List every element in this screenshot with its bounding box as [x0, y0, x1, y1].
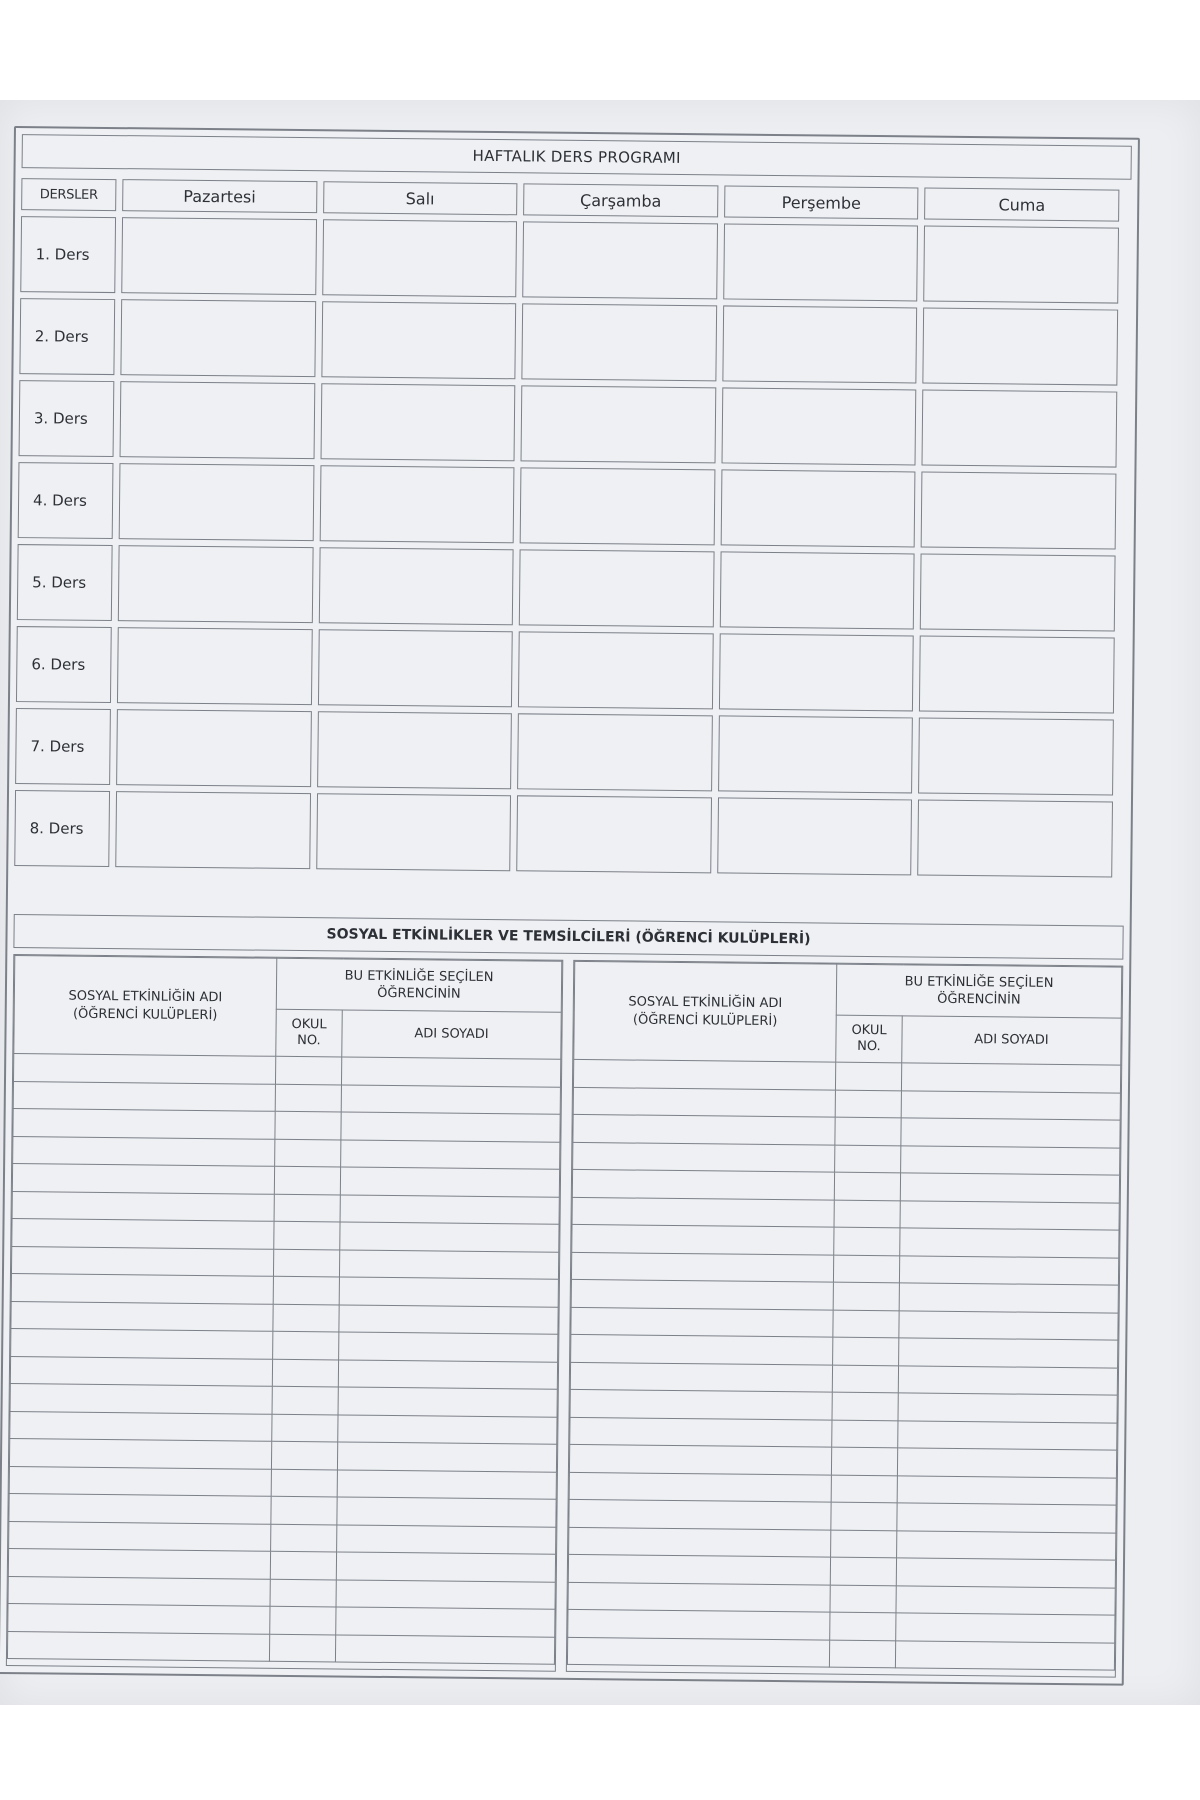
adi-soyadi-cell[interactable]: [899, 1255, 1118, 1285]
adi-soyadi-cell[interactable]: [340, 1167, 559, 1197]
lesson-row: [14, 790, 1113, 877]
adi-soyadi-cell[interactable]: [901, 1145, 1120, 1175]
adi-soyadi-cell[interactable]: [338, 1359, 557, 1389]
okul-no-cell[interactable]: [271, 1469, 337, 1497]
activity-name-cell[interactable]: [569, 1444, 831, 1474]
activity-name-cell[interactable]: [569, 1527, 831, 1557]
weekly-schedule-table: [8, 172, 1125, 884]
okul-no-cell[interactable]: [831, 1475, 897, 1503]
okul-no-cell[interactable]: [275, 1111, 341, 1139]
schedule-cell[interactable]: [924, 226, 1119, 304]
lesson-label: 6. Ders: [16, 626, 112, 703]
activities-panel-left: [6, 954, 563, 1672]
activity-name-cell[interactable]: [572, 1169, 834, 1199]
activities-panel-right: [566, 960, 1123, 1678]
activity-name-header-line1: SOSYAL ETKİNLİĞİN ADI: [628, 993, 783, 1011]
activity-name-cell[interactable]: [570, 1362, 832, 1392]
activity-name-cell[interactable]: [13, 1054, 275, 1084]
okul-no-cell[interactable]: [272, 1359, 338, 1387]
okul-no-cell[interactable]: [272, 1414, 338, 1442]
day-header-monday: Pazartesi: [122, 179, 317, 213]
okul-no-cell[interactable]: [274, 1194, 340, 1222]
activity-name-header: [574, 961, 837, 1062]
activity-name-cell[interactable]: [10, 1411, 272, 1441]
okul-no-header-line2: NO.: [297, 1033, 321, 1049]
lesson-row: [17, 544, 1116, 631]
day-header-tuesday: Salı: [323, 181, 518, 215]
okul-no-header: [276, 1009, 342, 1057]
lesson-row: [19, 380, 1118, 467]
activity-name-cell[interactable]: [8, 1549, 270, 1579]
schedule-cell[interactable]: [115, 791, 310, 869]
okul-no-cell[interactable]: [835, 1062, 901, 1090]
activity-name-cell[interactable]: [10, 1384, 272, 1414]
okul-no-cell[interactable]: [835, 1145, 901, 1173]
adi-soyadi-cell[interactable]: [341, 1139, 560, 1169]
okul-no-cell[interactable]: [834, 1200, 900, 1228]
okul-no-cell[interactable]: [270, 1606, 336, 1634]
adi-soyadi-cell[interactable]: [897, 1503, 1116, 1533]
form-sheet: [0, 126, 1140, 1686]
okul-no-cell[interactable]: [271, 1441, 337, 1469]
okul-no-cell[interactable]: [833, 1310, 899, 1338]
adi-soyadi-cell[interactable]: [896, 1585, 1115, 1615]
activity-name-cell[interactable]: [9, 1494, 271, 1524]
activity-name-cell[interactable]: [8, 1576, 270, 1606]
schedule-cell[interactable]: [517, 713, 712, 791]
okul-no-cell[interactable]: [832, 1365, 898, 1393]
schedule-cell[interactable]: [919, 636, 1114, 714]
okul-no-header-line1: OKUL: [291, 1016, 327, 1033]
day-header-wednesday: Çarşamba: [523, 183, 718, 217]
activity-name-header: [14, 956, 277, 1057]
activity-name-cell[interactable]: [572, 1224, 834, 1254]
chosen-student-header-line2: ÖĞRENCİNİN: [937, 991, 1021, 1008]
adi-soyadi-cell[interactable]: [339, 1249, 558, 1279]
adi-soyadi-cell[interactable]: [898, 1393, 1117, 1423]
activities-header-row: [574, 961, 1122, 1018]
okul-no-cell[interactable]: [274, 1166, 340, 1194]
okul-no-cell[interactable]: [833, 1337, 899, 1365]
activity-name-cell[interactable]: [11, 1274, 273, 1304]
okul-no-cell[interactable]: [831, 1447, 897, 1475]
adi-soyadi-cell[interactable]: [899, 1283, 1118, 1313]
activity-name-cell[interactable]: [11, 1301, 273, 1331]
schedule-cell[interactable]: [522, 221, 717, 299]
adi-soyadi-cell[interactable]: [898, 1365, 1117, 1395]
adi-soyadi-cell[interactable]: [337, 1442, 556, 1472]
schedule-cell[interactable]: [719, 633, 914, 711]
day-header-friday: Cuma: [924, 188, 1119, 222]
activity-name-cell[interactable]: [11, 1246, 273, 1276]
okul-no-cell[interactable]: [831, 1530, 897, 1558]
adi-soyadi-cell[interactable]: [338, 1414, 557, 1444]
activities-body-left: [7, 1054, 560, 1665]
okul-no-cell[interactable]: [273, 1331, 339, 1359]
schedule-cell[interactable]: [322, 219, 517, 297]
okul-no-cell[interactable]: [833, 1282, 899, 1310]
okul-no-cell[interactable]: [269, 1634, 335, 1662]
schedule-cell[interactable]: [722, 305, 917, 383]
okul-no-cell[interactable]: [831, 1502, 897, 1530]
activity-name-cell[interactable]: [568, 1554, 830, 1584]
okul-no-cell[interactable]: [275, 1056, 341, 1084]
activity-name-cell[interactable]: [571, 1252, 833, 1282]
adi-soyadi-cell[interactable]: [901, 1118, 1120, 1148]
okul-no-cell[interactable]: [830, 1612, 896, 1640]
okul-no-cell[interactable]: [832, 1392, 898, 1420]
activity-name-cell[interactable]: [9, 1439, 271, 1469]
activity-name-cell[interactable]: [573, 1087, 835, 1117]
activities-grid: [6, 954, 1123, 1678]
schedule-cell[interactable]: [720, 551, 915, 629]
schedule-cell[interactable]: [319, 465, 514, 543]
activity-name-cell[interactable]: [569, 1472, 831, 1502]
okul-no-cell[interactable]: [271, 1524, 337, 1552]
adi-soyadi-cell[interactable]: [337, 1469, 556, 1499]
okul-no-cell[interactable]: [834, 1172, 900, 1200]
schedule-cell[interactable]: [918, 800, 1113, 878]
activity-name-cell[interactable]: [9, 1466, 271, 1496]
activity-name-cell[interactable]: [7, 1631, 269, 1661]
activity-name-cell[interactable]: [570, 1417, 832, 1447]
adi-soyadi-cell[interactable]: [896, 1613, 1115, 1643]
okul-no-cell[interactable]: [832, 1420, 898, 1448]
lesson-row: [19, 298, 1118, 385]
adi-soyadi-cell[interactable]: [339, 1304, 558, 1334]
okul-no-cell[interactable]: [271, 1496, 337, 1524]
adi-soyadi-cell[interactable]: [897, 1475, 1116, 1505]
activity-name-cell[interactable]: [13, 1136, 275, 1166]
activity-name-cell[interactable]: [12, 1164, 274, 1194]
activity-name-header-line2: (ÖĞRENCİ KULÜPLERİ): [632, 1012, 778, 1029]
adi-soyadi-cell[interactable]: [340, 1222, 559, 1252]
activities-table-right: [567, 961, 1122, 1671]
schedule-cell[interactable]: [522, 303, 717, 381]
okul-no-header: [836, 1015, 902, 1063]
activity-name-cell[interactable]: [9, 1521, 271, 1551]
adi-soyadi-cell[interactable]: [341, 1057, 560, 1087]
lesson-label: 8. Ders: [14, 790, 110, 867]
okul-no-cell[interactable]: [835, 1090, 901, 1118]
schedule-header-row: [21, 178, 1119, 221]
okul-no-cell[interactable]: [270, 1579, 336, 1607]
activity-name-cell[interactable]: [571, 1307, 833, 1337]
activity-name-cell[interactable]: [11, 1329, 273, 1359]
schedule-cell[interactable]: [318, 629, 513, 707]
activity-name-cell[interactable]: [13, 1109, 275, 1139]
activity-name-cell[interactable]: [568, 1609, 830, 1639]
chosen-student-header: [276, 958, 562, 1012]
schedule-cell[interactable]: [317, 711, 512, 789]
schedule-cell[interactable]: [721, 387, 916, 465]
day-header-thursday: Perşembe: [724, 185, 919, 219]
activity-name-cell[interactable]: [573, 1142, 835, 1172]
activity-name-cell[interactable]: [8, 1604, 270, 1634]
schedule-cell[interactable]: [922, 390, 1117, 468]
schedule-cell[interactable]: [116, 709, 311, 787]
schedule-cell[interactable]: [920, 554, 1115, 632]
schedule-cell[interactable]: [117, 627, 312, 705]
chosen-student-header-line1: BU ETKİNLİĞE SEÇİLEN: [904, 974, 1054, 991]
activity-name-cell[interactable]: [570, 1389, 832, 1419]
lesson-label: 2. Ders: [19, 298, 115, 375]
schedule-cell[interactable]: [717, 797, 912, 875]
schedule-cell[interactable]: [120, 299, 315, 377]
activity-name-cell[interactable]: [10, 1356, 272, 1386]
adi-soyadi-cell[interactable]: [336, 1552, 555, 1582]
activities-table-left: [7, 955, 562, 1665]
adi-soyadi-cell[interactable]: [900, 1228, 1119, 1258]
schedule-cell[interactable]: [921, 472, 1116, 550]
adi-soyadi-header: ADI SOYADI: [902, 1016, 1121, 1065]
okul-no-cell[interactable]: [835, 1117, 901, 1145]
schedule-cell[interactable]: [320, 383, 515, 461]
schedule-cell[interactable]: [516, 795, 711, 873]
okul-no-header-line2: NO.: [857, 1038, 881, 1055]
adi-soyadi-cell[interactable]: [898, 1420, 1117, 1450]
activities-header-row: [14, 956, 562, 1013]
adi-soyadi-cell[interactable]: [901, 1090, 1120, 1120]
schedule-cell[interactable]: [520, 467, 715, 545]
okul-no-cell[interactable]: [829, 1640, 895, 1668]
schedule-cell[interactable]: [118, 545, 313, 623]
lesson-label: 1. Ders: [20, 216, 116, 293]
chosen-student-header-line1: BU ETKİNLİĞE SEÇİLEN: [344, 968, 494, 986]
okul-no-cell[interactable]: [830, 1585, 896, 1613]
schedule-cell[interactable]: [521, 385, 716, 463]
okul-no-cell[interactable]: [274, 1221, 340, 1249]
okul-no-cell[interactable]: [270, 1551, 336, 1579]
okul-no-cell[interactable]: [833, 1255, 899, 1283]
adi-soyadi-cell[interactable]: [337, 1524, 556, 1554]
adi-soyadi-cell[interactable]: [335, 1634, 554, 1664]
schedule-cell[interactable]: [121, 217, 316, 295]
adi-soyadi-cell[interactable]: [336, 1607, 555, 1637]
okul-no-header-line1: OKUL: [851, 1022, 887, 1039]
okul-no-cell[interactable]: [834, 1227, 900, 1255]
schedule-title: HAFTALIK DERS PROGRAMI: [22, 134, 1132, 180]
lesson-label: 4. Ders: [18, 462, 114, 539]
adi-soyadi-cell[interactable]: [899, 1338, 1118, 1368]
okul-no-cell[interactable]: [275, 1084, 341, 1112]
lesson-row: [20, 216, 1119, 303]
okul-no-cell[interactable]: [830, 1557, 896, 1585]
schedule-cell[interactable]: [918, 718, 1113, 796]
activity-name-cell[interactable]: [571, 1279, 833, 1309]
adi-soyadi-cell[interactable]: [341, 1112, 560, 1142]
lesson-row: [15, 708, 1114, 795]
adi-soyadi-cell[interactable]: [900, 1173, 1119, 1203]
adi-soyadi-cell[interactable]: [341, 1084, 560, 1114]
adi-soyadi-cell[interactable]: [896, 1558, 1115, 1588]
okul-no-cell[interactable]: [273, 1304, 339, 1332]
dersler-header: DERSLER: [21, 178, 116, 211]
schedule-cell[interactable]: [923, 308, 1118, 386]
activity-name-cell[interactable]: [571, 1334, 833, 1364]
activities-body-right: [567, 1059, 1120, 1670]
okul-no-cell[interactable]: [272, 1386, 338, 1414]
activity-name-header-line2: (ÖĞRENCİ KULÜPLERİ): [72, 1006, 218, 1023]
schedule-cell[interactable]: [318, 547, 513, 625]
adi-soyadi-header: ADI SOYADI: [342, 1010, 561, 1059]
activity-name-cell[interactable]: [12, 1191, 274, 1221]
lesson-label: 3. Ders: [19, 380, 115, 457]
activity-name-cell[interactable]: [573, 1114, 835, 1144]
activity-name-cell[interactable]: [569, 1499, 831, 1529]
schedule-cell[interactable]: [720, 469, 915, 547]
adi-soyadi-cell[interactable]: [895, 1640, 1114, 1670]
okul-no-cell[interactable]: [273, 1249, 339, 1277]
schedule-cell[interactable]: [718, 715, 913, 793]
activity-row: [567, 1637, 1114, 1670]
activity-row: [7, 1631, 554, 1664]
adi-soyadi-cell[interactable]: [899, 1310, 1118, 1340]
lesson-label: 5. Ders: [17, 544, 113, 621]
adi-soyadi-cell[interactable]: [337, 1497, 556, 1527]
activity-name-cell[interactable]: [567, 1637, 829, 1667]
okul-no-cell[interactable]: [273, 1276, 339, 1304]
adi-soyadi-cell[interactable]: [901, 1063, 1120, 1093]
schedule-cell[interactable]: [518, 631, 713, 709]
adi-soyadi-cell[interactable]: [338, 1387, 557, 1417]
activity-name-cell[interactable]: [13, 1081, 275, 1111]
schedule-cell[interactable]: [120, 381, 315, 459]
activities-title: SOSYAL ETKİNLİKLER VE TEMSİLCİLERİ (ÖĞRENCİ KULÜPLERİ): [13, 914, 1123, 960]
schedule-cell[interactable]: [119, 463, 314, 541]
okul-no-cell[interactable]: [275, 1139, 341, 1167]
activity-name-cell[interactable]: [12, 1219, 274, 1249]
adi-soyadi-cell[interactable]: [897, 1530, 1116, 1560]
adi-soyadi-cell[interactable]: [340, 1194, 559, 1224]
adi-soyadi-cell[interactable]: [897, 1448, 1116, 1478]
activity-name-cell[interactable]: [568, 1582, 830, 1612]
schedule-cell[interactable]: [519, 549, 714, 627]
lesson-row: [16, 626, 1115, 713]
chosen-student-header: [836, 964, 1122, 1018]
chosen-student-header-line2: ÖĞRENCİNİN: [377, 985, 461, 1002]
schedule-cell[interactable]: [321, 301, 516, 379]
activity-name-cell[interactable]: [573, 1059, 835, 1089]
schedule-cell[interactable]: [316, 793, 511, 871]
adi-soyadi-cell[interactable]: [339, 1277, 558, 1307]
activity-name-cell[interactable]: [572, 1197, 834, 1227]
activity-name-header-line1: SOSYAL ETKİNLİĞİN ADI: [68, 988, 223, 1005]
adi-soyadi-cell[interactable]: [900, 1200, 1119, 1230]
adi-soyadi-cell[interactable]: [336, 1579, 555, 1609]
lesson-row: [18, 462, 1117, 549]
lesson-label: 7. Ders: [15, 708, 111, 785]
schedule-cell[interactable]: [723, 223, 918, 301]
adi-soyadi-cell[interactable]: [339, 1332, 558, 1362]
